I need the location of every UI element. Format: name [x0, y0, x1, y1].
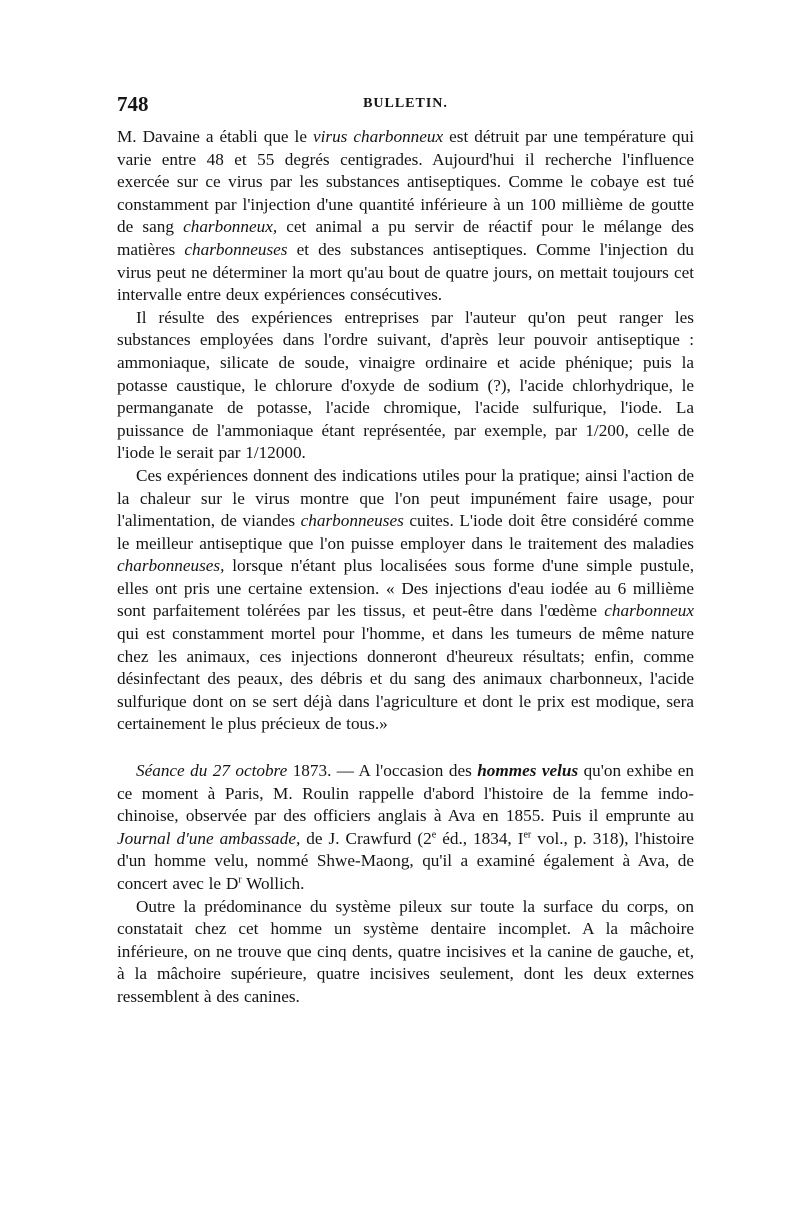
italic-bold-term: hommes velus [477, 761, 579, 781]
superscript: er [523, 829, 532, 841]
page-number: 748 [117, 92, 149, 116]
journal-title: Journal d'une ambassade, [117, 828, 301, 848]
text-run: cet animal a pu servir de réactif pour le mélange des matières [117, 217, 694, 259]
text-run: M. Davaine a établi que le [117, 127, 313, 146]
text-run: Ces expériences donnent des indications utiles pour la pratique; ainsi l'action de la chaleur sur le virus montre que l'on peut impunément faire usage, pour l'alimentation, de viandes [117, 465, 694, 531]
text-run: lorsque n'étant plus localisées sous forme d'une simple pustule, elles ont pris une certaine extension. « Des injections d'eau iodée au 6 millième sont parfaitement tolérées par les tissus, et peut-être dans l'œdème [117, 556, 694, 621]
text-run: éd., 1834, I [436, 828, 524, 848]
text-run: de J. Crawfurd (2 [300, 828, 432, 848]
paragraph-practical-indications [117, 465, 694, 736]
text-run: cuites. L'iode doit être considéré comme le meilleur antiseptique que l'on puisse employer dans le traitement des maladies [117, 511, 695, 553]
page-header [117, 92, 694, 120]
running-title: BULLETIN. [363, 96, 448, 111]
text-run: 1873. — A l'occasion des [287, 761, 478, 781]
italic-term: charbonneuses [184, 239, 288, 259]
text-run: vol., p. 318), l'histoire d'un homme velu, nommé Shwe-Maong, qu'il a examiné également à Ava, de concert avec le D [117, 828, 694, 893]
text-run: qu'on exhibe en ce moment à Paris, M. Roulin rappelle d'abord l'histoire de la femme indo-chinoise, observée par des officiers anglais à Ava en 1855. Puis il emprunte au [117, 761, 694, 826]
superscript: r [238, 874, 242, 886]
paragraph-dental-system: Outre la prédominance du système pileux sur toute la surface du corps, on constatait chez cet homme un système dentaire incomplet. A la mâchoire inférieure, on ne trouve que cinq dents, quatre incisives et la canine de gauche, et, à la mâchoire supérieure, quatre incisives seulement, dont les deux externes ressemblent à des canines. [117, 896, 694, 1006]
text-run: et des substances antiseptiques. Comme l'injection du virus peut ne déterminer la mort qu'au bout de quatre jours, on mettait toujours cet intervalle entre deux expériences consécutives. [117, 239, 695, 305]
text-run: qui est constamment mortel pour l'homme, et dans les tumeurs de même nature chez les animaux, ces injections donneront d'heureux résultats; enfin, comme désinfectant des peaux, des débris et du sang des animaux charbonneux, l'acide sulfurique dont on se sert déjà dans l'agriculture et dont le prix est modique, sera certainement le plus précieux de tous.» [117, 624, 694, 734]
superscript: e [431, 829, 437, 841]
page [117, 92, 694, 1009]
text-run: Wollich. [241, 874, 305, 893]
text-run: est détruit par une température qui varie entre 48 et 55 degrés centigrades. Aujourd'hui il recherche l'influence exercée sur ce virus par les substances antiseptiques. Comme le cobaye est tué constamment par l'injection d'une quantité inférieure à un 100 millième de goutte de sang [117, 127, 694, 237]
paragraph-antiseptic-order: Il résulte des expériences entreprises par l'auteur qu'on peut ranger les substances employées dans l'ordre suivant, d'après leur pouvoir antiseptique : ammoniaque, silicate de soude, vinaigre ordinaire et acide phénique; puis la potasse caustique, le chlorure d'oxyde de sodium (?), l'acide chlorhydrique, le permanganate de potasse, l'acide chromique, l'acide sulfurique, l'iode. La puissance de l'ammoniaque étant représentée, par exemple, par 1/200, celle de l'iode le serait par 1/12000. [117, 307, 694, 463]
italic-term: charbonneuses, [117, 556, 225, 576]
italic-term: virus charbonneux [312, 127, 444, 146]
italic-term: charbonneuses [300, 511, 404, 531]
paragraph-davaine-virus [117, 126, 694, 307]
italic-term: charbonneux, [183, 217, 278, 237]
italic-term: charbonneux [604, 601, 694, 621]
paragraph-seance-27-octobre [117, 760, 694, 896]
section-gap [117, 736, 694, 760]
session-date: Séance du 27 octobre [136, 761, 288, 781]
